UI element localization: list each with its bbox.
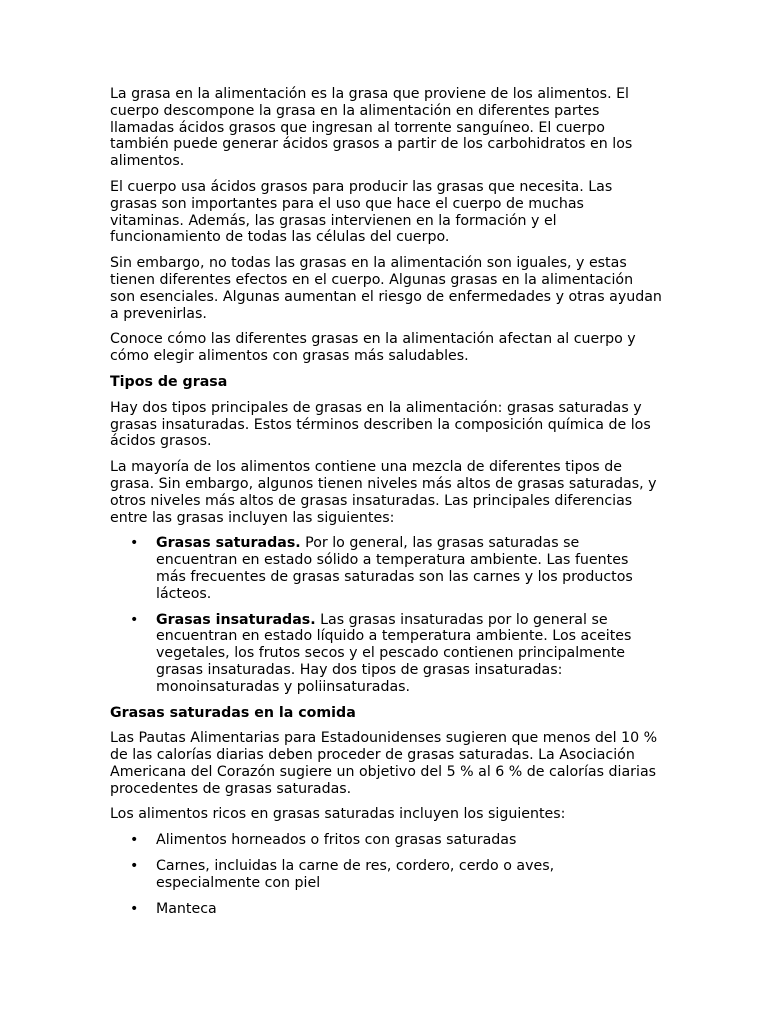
paragraph-not-equal: Sin embargo, no todas las grasas en la alimentación son iguales, y estas tienen diferentes efectos en el cuerpo. Algunas grasas en la alimentación son esenciales. Algunas aumentan el riesgo de enfermedades y otras ayudan a prevenirlas. (110, 255, 662, 322)
list-item-text: Alimentos horneados o fritos con grasas saturadas (156, 832, 517, 849)
heading-saturated-in-food: Grasas saturadas en la comida (110, 704, 356, 721)
bullet-icon: • (130, 858, 139, 875)
saturated-foods-list (110, 832, 662, 917)
list-item-saturated (110, 535, 662, 602)
paragraph-foods-intro: Los alimentos ricos en grasas saturadas incluyen los siguientes: (110, 806, 566, 823)
bullet-icon: • (130, 900, 139, 917)
list-item-term: Grasas saturadas. (156, 535, 301, 552)
fat-types-list (110, 535, 662, 695)
list-item-text: Carnes, incluidas la carne de res, cordero, cerdo o aves, especialmente con piel (156, 858, 555, 891)
list-item-text: Las grasas insaturadas por lo general se encuentran en estado líquido a temperatura ambiente. Los aceites vegetales, los frutos secos y el pescado contienen principalmente grasas insaturadas. Hay dos tipos de grasas insaturadas: monoinsaturadas y poliinsaturadas. (156, 611, 632, 695)
paragraph-intro: La grasa en la alimentación es la grasa que proviene de los alimentos. El cuerpo descompone la grasa en la alimentación en diferentes partes llamadas ácidos grasos que ingresan al torrente sanguíneo. El cuerpo también puede generar ácidos grasos a partir de los carbohidratos en los alimentos. (110, 86, 633, 170)
list-item-term: Grasas insaturadas. (156, 611, 316, 628)
paragraph-guidelines: Las Pautas Alimentarias para Estadounidenses sugieren que menos del 10 % de las calorías diarias deben proceder de grasas saturadas. La Asociación Americana del Corazón sugiere un objetivo del 5 % al 6 % de calorías diarias procedentes de grasas saturadas. (110, 730, 658, 797)
paragraph-fatty-acids: El cuerpo usa ácidos grasos para producir las grasas que necesita. Las grasas son importantes para el uso que hace el cuerpo de muchas vitaminas. Además, las grasas intervienen en la formación y el funcionamiento de todas las células del cuerpo. (110, 178, 613, 246)
list-item-text: Manteca (156, 900, 217, 917)
list-item (110, 832, 662, 849)
paragraph-learn: Conoce cómo las diferentes grasas en la alimentación afectan al cuerpo y cómo elegir alimentos con grasas más saludables. (110, 331, 636, 365)
list-item-text: Por lo general, las grasas saturadas se encuentran en estado sólido a temperatura ambiente. Las fuentes más frecuentes de grasas saturadas son las carnes y los productos lácteos. (156, 535, 633, 602)
paragraph-mixture: La mayoría de los alimentos contiene una mezcla de diferentes tipos de grasa. Sin embargo, algunos tienen niveles más altos de grasas saturadas, y otros niveles más altos de grasas insaturadas. Las principales diferencias entre las grasas incluyen las siguientes: (110, 459, 657, 526)
document-body (110, 86, 662, 926)
bullet-icon: • (130, 611, 139, 628)
bullet-icon: • (130, 535, 139, 552)
list-item (110, 901, 662, 918)
list-item-unsaturated (110, 612, 662, 696)
list-item (110, 858, 662, 892)
paragraph-two-types: Hay dos tipos principales de grasas en la alimentación: grasas saturadas y grasas insaturadas. Estos términos describen la composición química de los ácidos grasos. (110, 399, 651, 450)
heading-fat-types: Tipos de grasa (110, 373, 228, 390)
bullet-icon: • (130, 832, 139, 849)
